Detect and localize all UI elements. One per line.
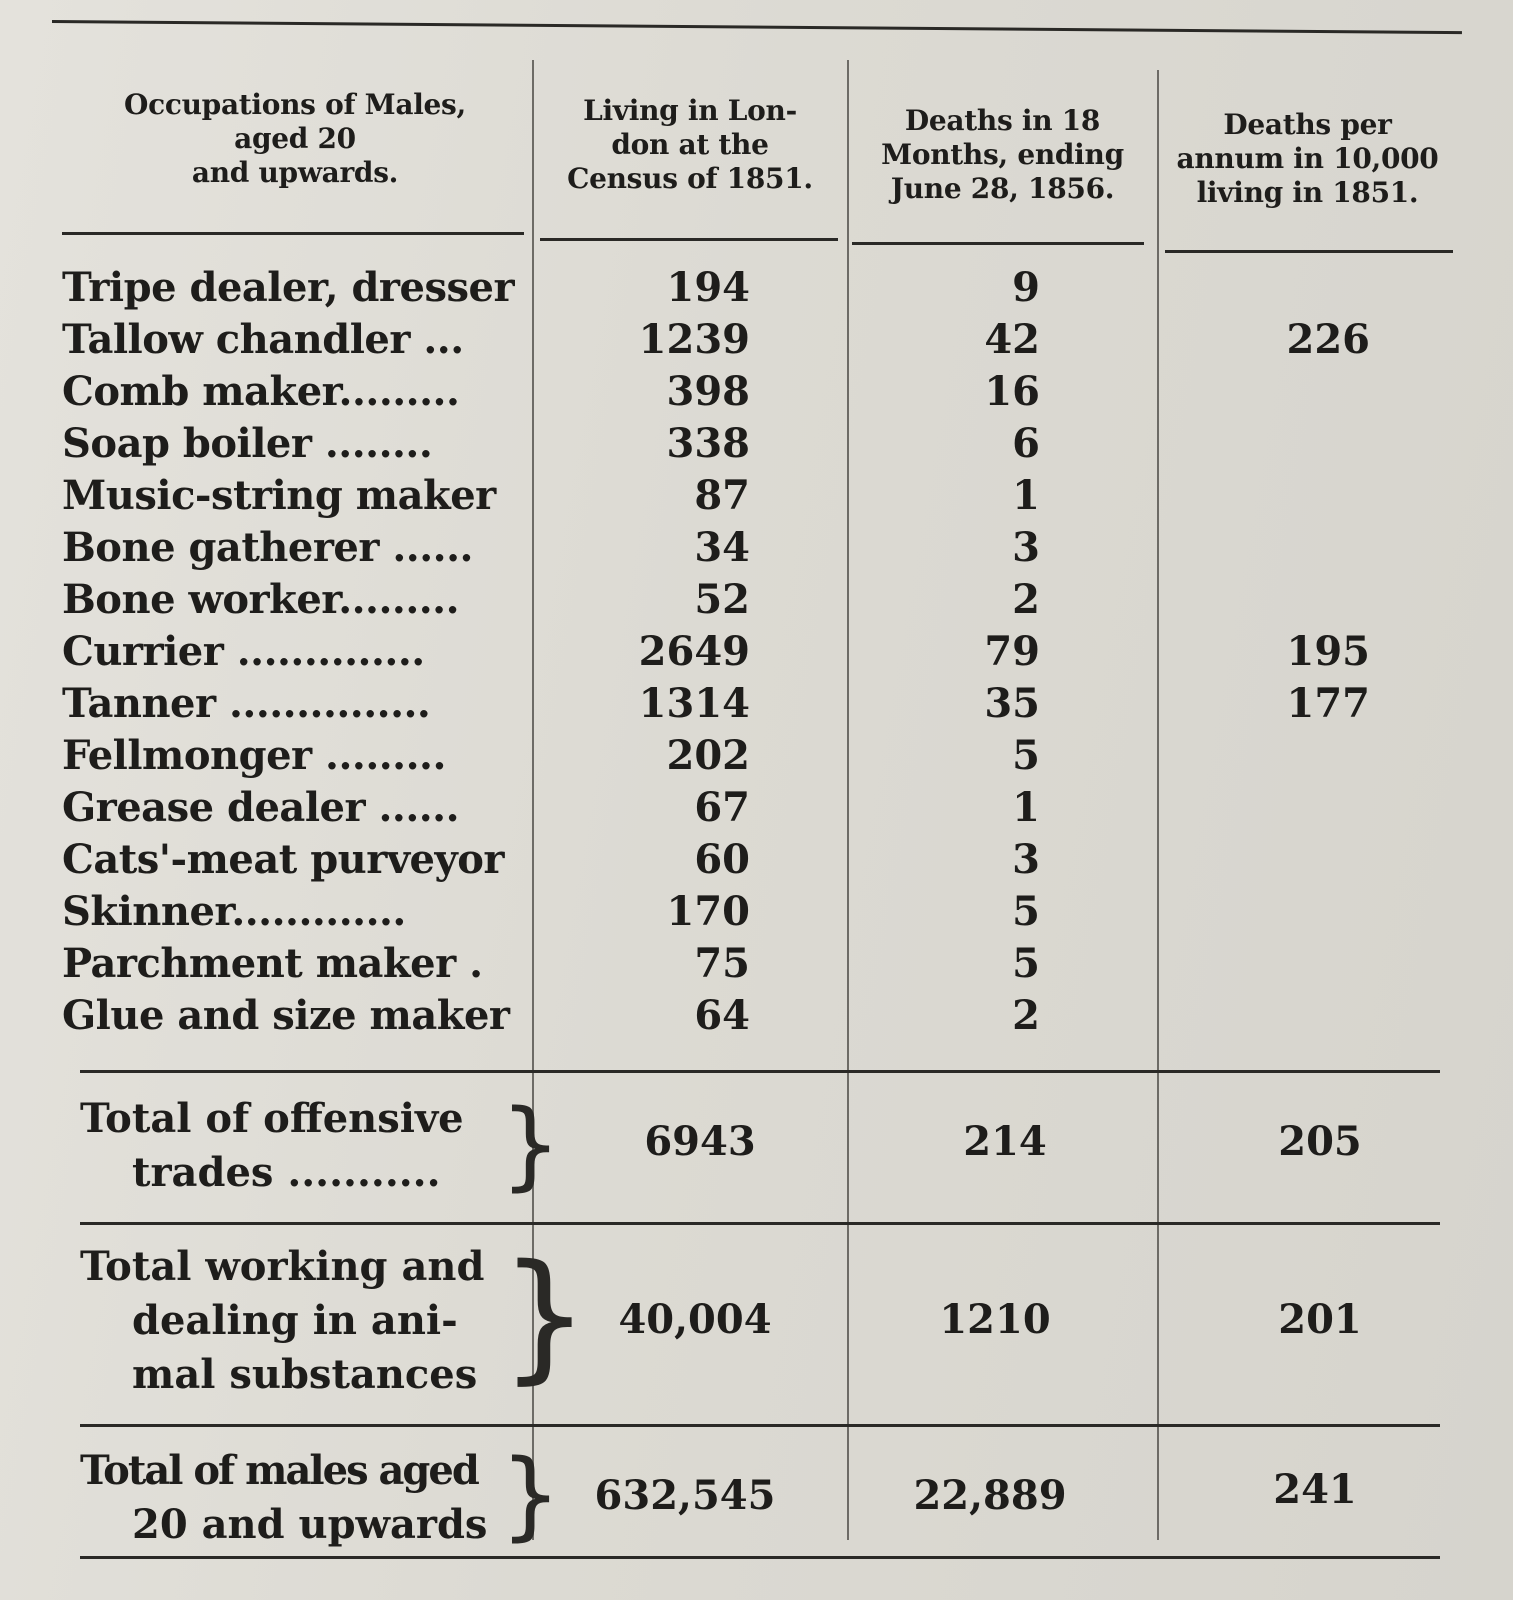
occupation-cell: Parchment maker . xyxy=(62,940,483,987)
deaths-cell: 3 xyxy=(1012,836,1040,883)
total-label-line: Total of males aged xyxy=(80,1447,478,1494)
table-row xyxy=(0,522,1513,574)
brace-icon: } xyxy=(500,1089,562,1201)
occupation-cell: Glue and size maker xyxy=(62,992,510,1039)
rate-cell: 226 xyxy=(1286,316,1370,363)
total-offensive-rate: 205 xyxy=(1278,1118,1362,1165)
table-row xyxy=(0,990,1513,1042)
total-males-label xyxy=(80,1444,510,1552)
living-cell: 1239 xyxy=(638,316,750,363)
header-underline-deaths xyxy=(852,242,1144,245)
occupation-cell: Music-string maker xyxy=(62,472,496,519)
bottom-rule xyxy=(80,1556,1440,1559)
totals-rule-3 xyxy=(80,1424,1440,1427)
table-row xyxy=(0,470,1513,522)
table-row xyxy=(0,782,1513,834)
total-label-line: 20 and upwards xyxy=(132,1501,488,1548)
total-label-line: dealing in ani- xyxy=(132,1297,458,1344)
brace-icon: } xyxy=(500,1235,590,1398)
occupation-cell: Skinner............. xyxy=(62,888,406,935)
total-offensive-deaths: 214 xyxy=(963,1118,1047,1165)
total-label-line: mal substances xyxy=(132,1351,478,1398)
total-offensive-living: 6943 xyxy=(644,1118,756,1165)
total-animal-label xyxy=(80,1240,510,1402)
header-underline-occupation xyxy=(62,232,524,235)
occupation-cell: Soap boiler ........ xyxy=(62,420,433,467)
living-cell: 2649 xyxy=(638,628,750,675)
brace-icon: } xyxy=(500,1439,562,1551)
living-cell: 67 xyxy=(694,784,750,831)
total-males-deaths: 22,889 xyxy=(913,1472,1067,1519)
total-label-line: Total of offensive xyxy=(80,1095,464,1142)
occupation-cell: Tripe dealer, dresser xyxy=(62,264,515,311)
deaths-cell: 3 xyxy=(1012,524,1040,571)
occupation-cell: Bone worker......... xyxy=(62,576,460,623)
table-row xyxy=(0,626,1513,678)
rate-cell: 195 xyxy=(1286,628,1370,675)
occupation-cell: Bone gatherer ...... xyxy=(62,524,473,571)
total-animal-living: 40,004 xyxy=(618,1296,772,1343)
living-cell: 34 xyxy=(694,524,750,571)
living-cell: 202 xyxy=(666,732,750,779)
table-row xyxy=(0,262,1513,314)
table-row xyxy=(0,938,1513,990)
deaths-cell: 35 xyxy=(984,680,1040,727)
deaths-cell: 79 xyxy=(984,628,1040,675)
header-underline-living xyxy=(540,238,838,241)
header-rate: Deaths per annum in 10,000 living in 1851. xyxy=(1176,108,1439,209)
living-cell: 64 xyxy=(694,992,750,1039)
header-living: Living in Lon- don at the Census of 1851. xyxy=(567,94,813,195)
living-cell: 338 xyxy=(666,420,750,467)
top-rule xyxy=(52,20,1462,34)
deaths-cell: 2 xyxy=(1012,576,1040,623)
deaths-cell: 16 xyxy=(984,368,1040,415)
occupation-cell: Grease dealer ...... xyxy=(62,784,460,831)
deaths-cell: 1 xyxy=(1012,784,1040,831)
living-cell: 75 xyxy=(694,940,750,987)
table-row xyxy=(0,730,1513,782)
total-males-rate: 241 xyxy=(1273,1466,1357,1513)
total-animal-deaths: 1210 xyxy=(939,1296,1051,1343)
total-label-line: Total working and xyxy=(80,1243,485,1290)
deaths-cell: 9 xyxy=(1012,264,1040,311)
occupation-cell: Comb maker......... xyxy=(62,368,460,415)
deaths-cell: 5 xyxy=(1012,940,1040,987)
totals-rule-2 xyxy=(80,1222,1440,1225)
table-row xyxy=(0,834,1513,886)
living-cell: 1314 xyxy=(638,680,750,727)
living-cell: 194 xyxy=(666,264,750,311)
occupation-cell: Tanner ............... xyxy=(62,680,431,727)
header-occupation: Occupations of Males, aged 20 and upwards. xyxy=(124,88,466,189)
living-cell: 60 xyxy=(694,836,750,883)
occupation-cell: Currier .............. xyxy=(62,628,425,675)
deaths-cell: 5 xyxy=(1012,732,1040,779)
deaths-cell: 42 xyxy=(984,316,1040,363)
occupation-cell: Cats'-meat purveyor xyxy=(62,836,505,883)
total-offensive-label xyxy=(80,1092,510,1200)
living-cell: 87 xyxy=(694,472,750,519)
total-label-line: trades ........... xyxy=(132,1149,441,1196)
table-row xyxy=(0,678,1513,730)
deaths-cell: 1 xyxy=(1012,472,1040,519)
table-row xyxy=(0,366,1513,418)
table-row xyxy=(0,886,1513,938)
header-underline-rate xyxy=(1165,250,1453,253)
deaths-cell: 5 xyxy=(1012,888,1040,935)
table-row xyxy=(0,314,1513,366)
occupation-cell: Tallow chandler ... xyxy=(62,316,464,363)
living-cell: 52 xyxy=(694,576,750,623)
table-row xyxy=(0,574,1513,626)
header-deaths: Deaths in 18 Months, ending June 28, 1856. xyxy=(881,104,1124,205)
rate-cell: 177 xyxy=(1286,680,1370,727)
total-males-living: 632,545 xyxy=(594,1472,776,1519)
total-animal-rate: 201 xyxy=(1278,1296,1362,1343)
living-cell: 170 xyxy=(666,888,750,935)
occupation-cell: Fellmonger ......... xyxy=(62,732,446,779)
living-cell: 398 xyxy=(666,368,750,415)
deaths-cell: 2 xyxy=(1012,992,1040,1039)
deaths-cell: 6 xyxy=(1012,420,1040,467)
totals-rule-1 xyxy=(80,1070,1440,1073)
table-row xyxy=(0,418,1513,470)
